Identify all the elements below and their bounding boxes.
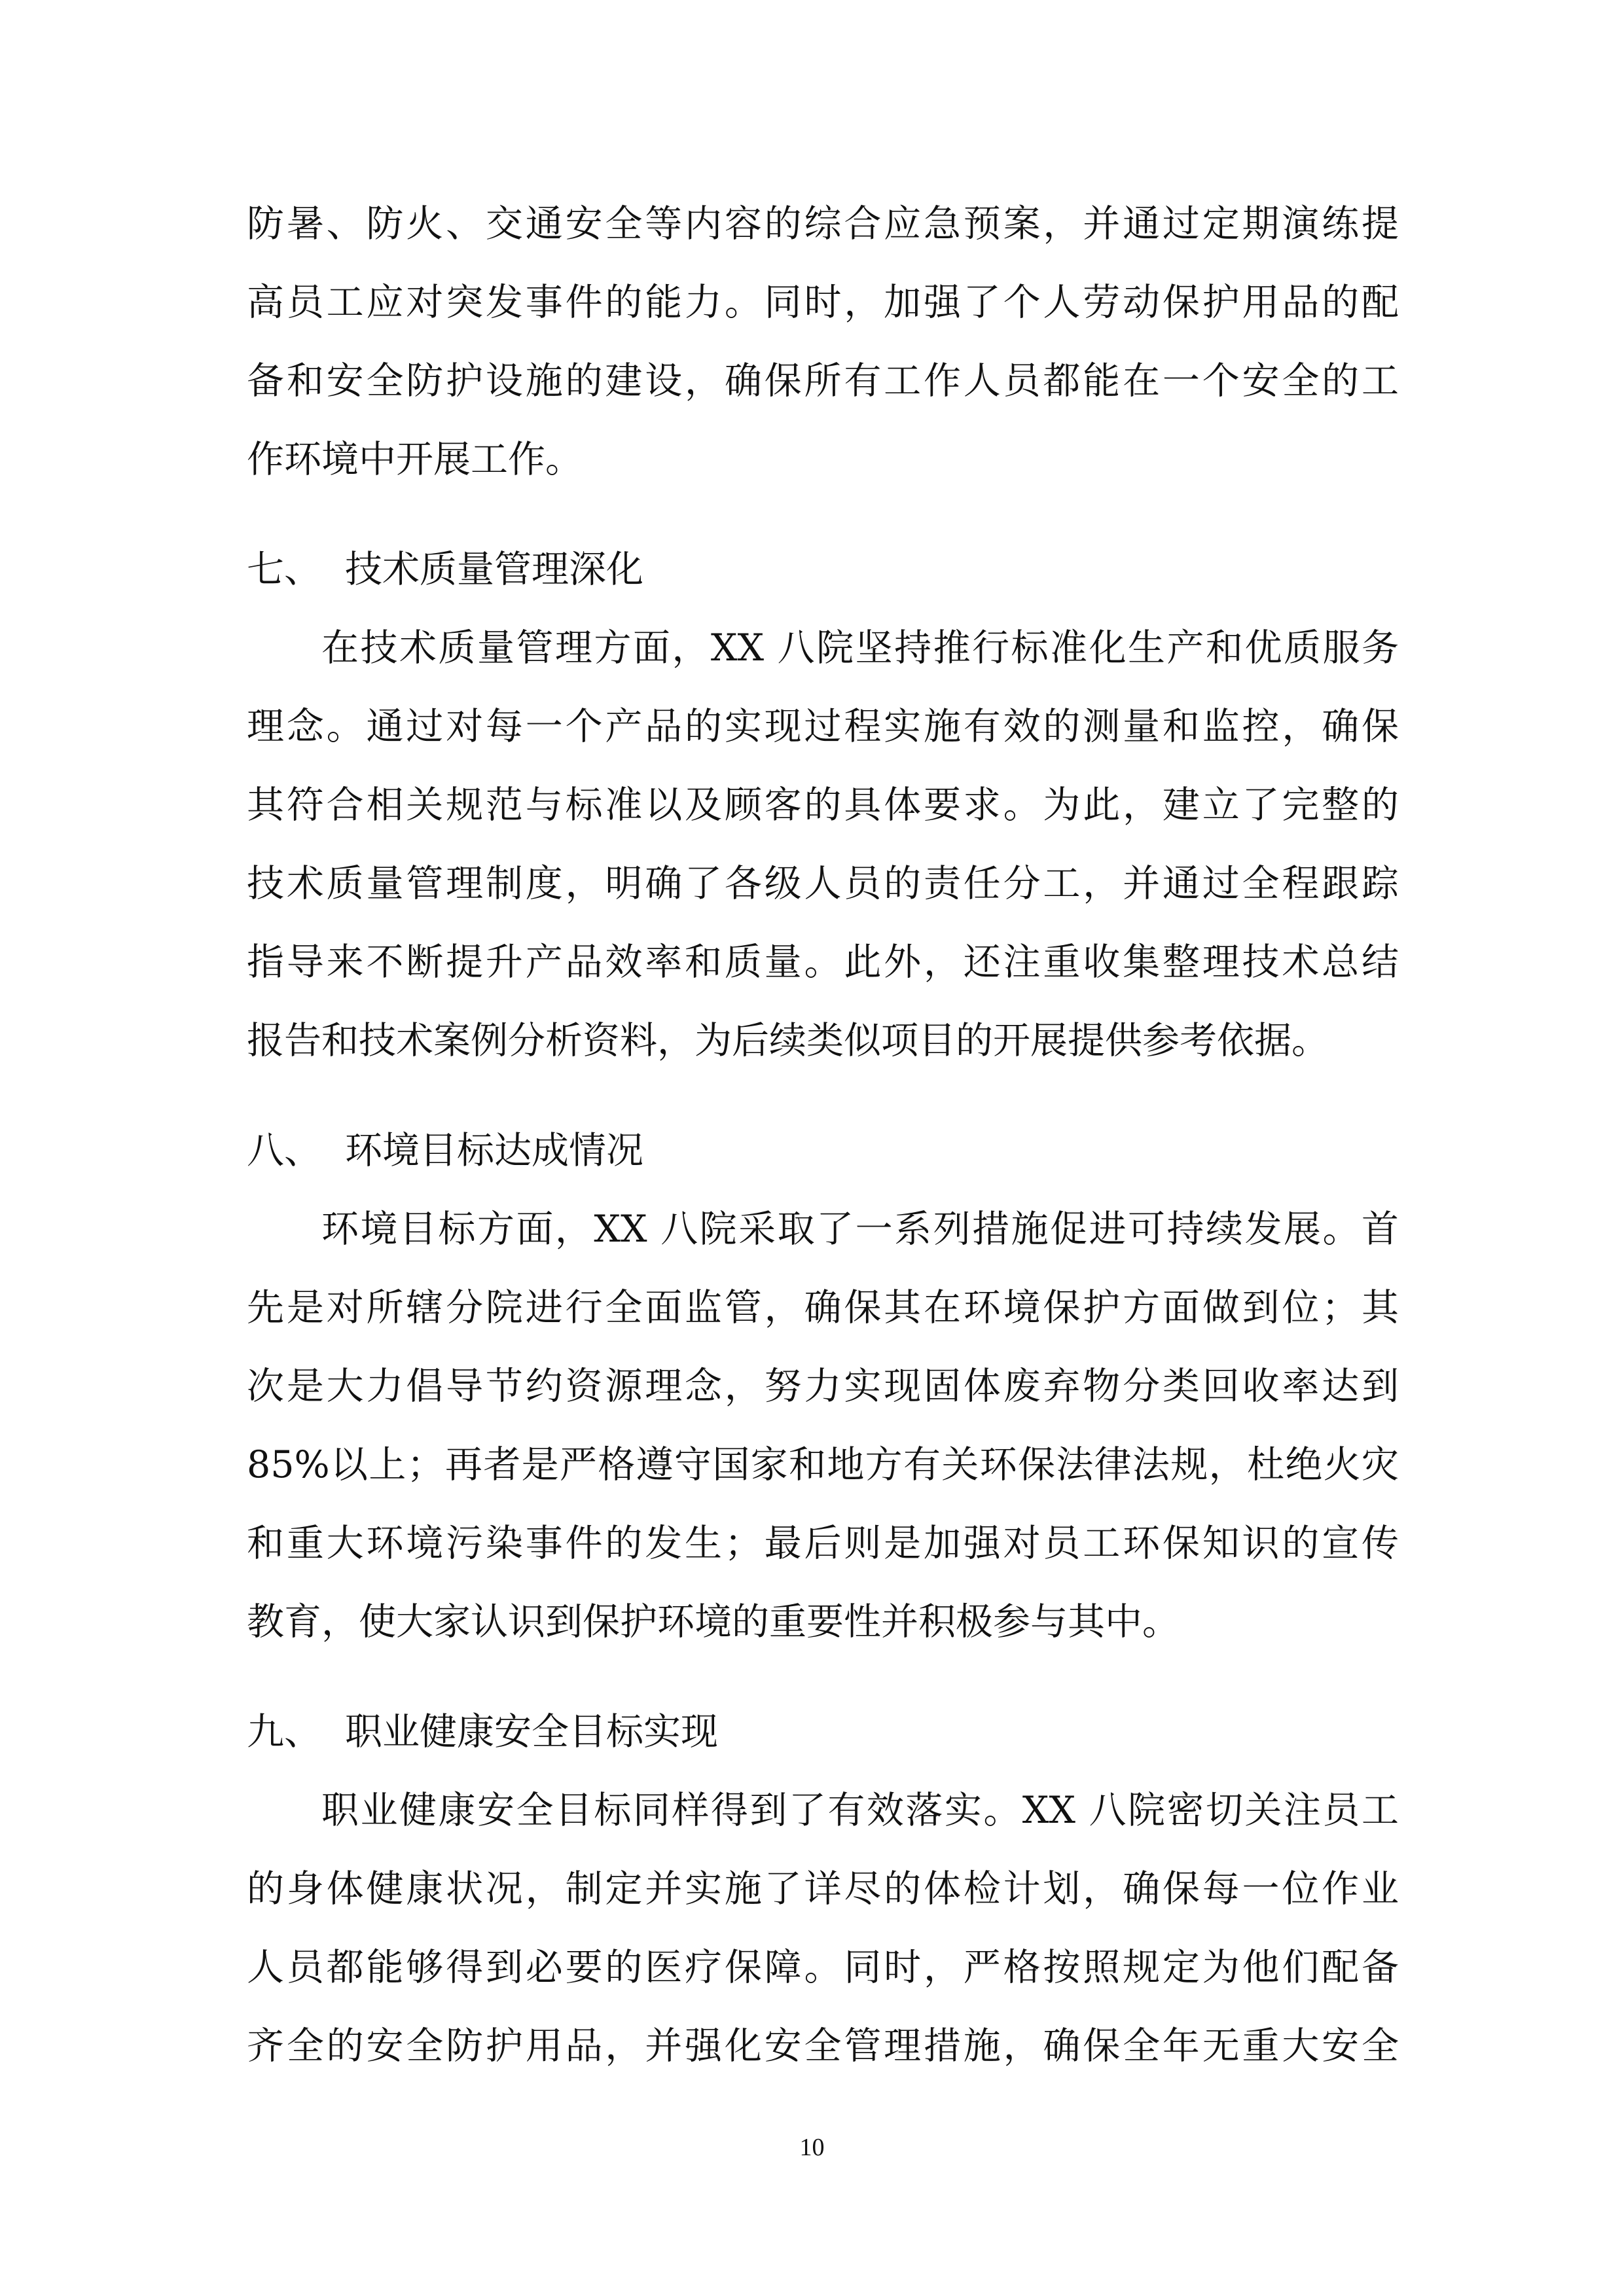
paragraph-line: 和重大环境污染事件的发生；最后则是加强对员工环保知识的宣传 [247, 1522, 1399, 1565]
section-title: 职业健康安全目标实现 [345, 1710, 718, 1753]
paragraph-line: 高员工应对突发事件的能力。同时，加强了个人劳动保护用品的配 [247, 281, 1399, 324]
paragraph-line: 作环境中开展工作。 [247, 438, 583, 481]
paragraph-line: 防暑、防火、交通安全等内容的综合应急预案，并通过定期演练提 [247, 202, 1399, 245]
paragraph-line: 职业健康安全目标同样得到了有效落实。XX 八院密切关注员工 [321, 1789, 1399, 1832]
paragraph-line: 先是对所辖分院进行全面监管，确保其在环境保护方面做到位；其 [247, 1286, 1399, 1329]
paragraph-line: 环境目标方面，XX 八院采取了一系列措施促进可持续发展。首 [321, 1208, 1399, 1251]
page-number: 10 [799, 2134, 825, 2161]
paragraph-line: 在技术质量管理方面，XX 八院坚持推行标准化生产和优质服务 [321, 626, 1399, 670]
paragraph-line: 次是大力倡导节约资源理念，努力实现固体废弃物分类回收率达到 [247, 1365, 1399, 1408]
section-number: 七、 [247, 548, 321, 591]
paragraph-line: 指导来不断提升产品效率和质量。此外，还注重收集整理技术总结 [247, 941, 1399, 984]
section-number: 八、 [247, 1129, 321, 1172]
paragraph-line: 理念。通过对每一个产品的实现过程实施有效的测量和监控，确保 [247, 705, 1399, 748]
paragraph-line: 报告和技术案例分析资料，为后续类似项目的开展提供参考依据。 [247, 1019, 1329, 1062]
paragraph-line: 备和安全防护设施的建设，确保所有工作人员都能在一个安全的工 [247, 359, 1399, 403]
paragraph-line: 其符合相关规范与标准以及顾客的具体要求。为此，建立了完整的 [247, 783, 1399, 827]
paragraph-line: 齐全的安全防护用品，并强化安全管理措施，确保全年无重大安全 [247, 2024, 1399, 2068]
paragraph-line: 人员都能够得到必要的医疗保障。同时，严格按照规定为他们配备 [247, 1946, 1399, 1989]
paragraph-line: 教育，使大家认识到保护环境的重要性并积极参与其中。 [247, 1600, 1180, 1643]
section-heading-9 [247, 1702, 1399, 1761]
section-heading-7 [247, 540, 1399, 599]
paragraph-line: 85%以上；再者是严格遵守国家和地方有关环保法律法规，杜绝火灾 [247, 1443, 1399, 1486]
section-title: 技术质量管理深化 [345, 548, 643, 591]
section-number: 九、 [247, 1710, 321, 1753]
paragraph-line: 技术质量管理制度，明确了各级人员的责任分工，并通过全程跟踪 [247, 862, 1399, 905]
section-heading-8 [247, 1121, 1399, 1180]
section-title: 环境目标达成情况 [345, 1129, 643, 1172]
paragraph-line: 的身体健康状况，制定并实施了详尽的体检计划，确保每一位作业 [247, 1867, 1399, 1910]
